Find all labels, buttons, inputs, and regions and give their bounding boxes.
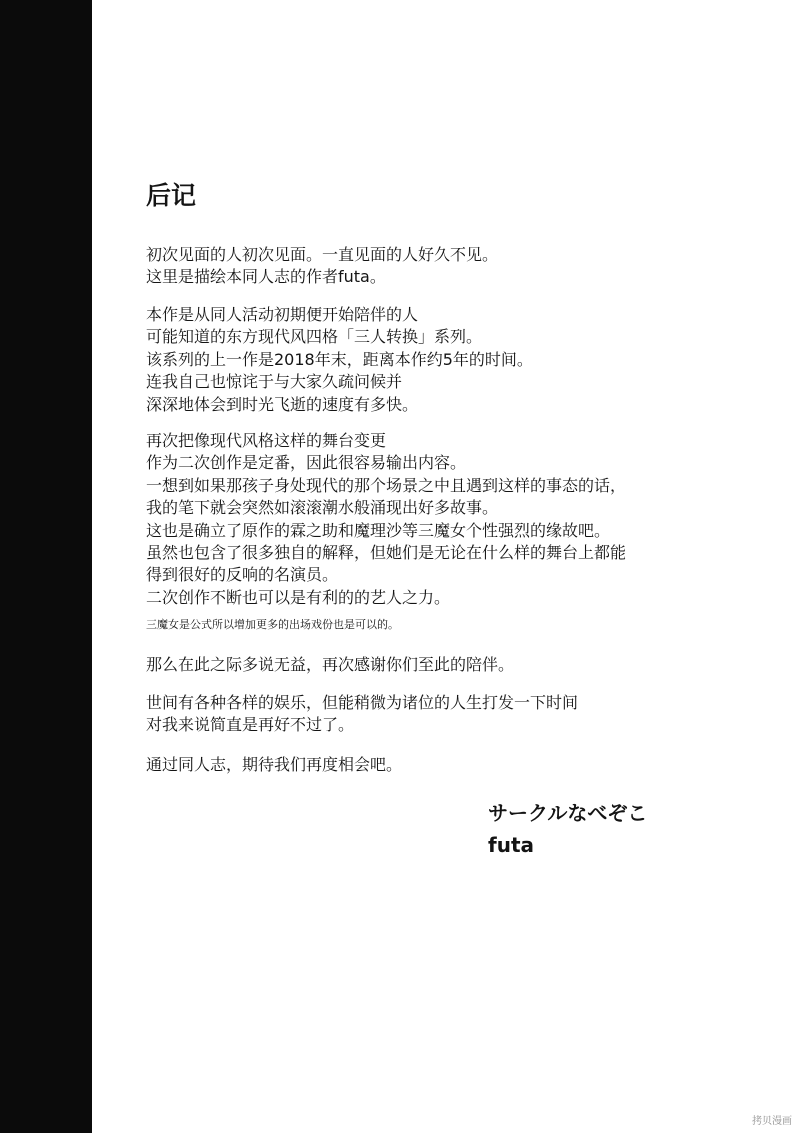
- text-line: 那么在此之际多说无益，再次感谢你们至此的陪伴。: [146, 655, 515, 674]
- text-line: 虽然也包含了很多独自的解释，但她们是无论在什么样的舞台上都能: [146, 542, 627, 562]
- text-line: 对我来说简直是再好不过了。: [146, 715, 355, 735]
- text-line: 该系列的上一作是2018年末，距离本作约5年的时间。: [146, 349, 533, 369]
- text-line: 初次见面的人初次见面。一直见面的人好久不见。: [146, 245, 499, 264]
- text-line: 得到很好的反响的名演员。: [146, 565, 339, 585]
- paragraph-thanks: [146, 654, 514, 676]
- text-line: 通过同人志，期待我们再度相会吧。: [146, 755, 403, 774]
- author-name: futa: [488, 833, 534, 857]
- paragraph-series: [146, 304, 533, 416]
- text-line: 再次把像现代风格这样的舞台变更: [146, 431, 387, 450]
- text-line: 这也是确立了原作的霖之助和魔理沙等三魔女个性强烈的缘故吧。: [146, 520, 611, 540]
- text-line: 世间有各种各样的娱乐，但能稍微为诸位的人生打发一下时间: [146, 693, 579, 712]
- text-line: 连我自己也惊诧于与大家久疏问候并: [146, 372, 403, 392]
- left-black-border: [0, 0, 92, 1133]
- text-line: 可能知道的东方现代风四格「三人转换」系列。: [146, 327, 483, 347]
- paragraph-derivative: [146, 430, 626, 609]
- paragraph-greeting: [146, 244, 498, 289]
- footnote: 三魔女是公式所以增加更多的出场戏份也是可以的。: [146, 618, 399, 631]
- text-line: 我的笔下就会突然如滚滚潮水般涌现出好多故事。: [146, 498, 499, 518]
- watermark: 拷贝漫画: [752, 1116, 792, 1127]
- text-line: 本作是从同人活动初期便开始陪伴的人: [146, 305, 419, 324]
- paragraph-farewell: [146, 754, 402, 776]
- text-line: 这里是描绘本同人志的作者futa。: [146, 267, 386, 287]
- paragraph-entertainment: [146, 692, 578, 737]
- text-line: 一想到如果那孩子身处现代的那个场景之中且遇到这样的事态的话，: [146, 475, 627, 495]
- text-line: 深深地体会到时光飞逝的速度有多快。: [146, 394, 419, 414]
- text-line: 二次创作不断也可以是有利的的艺人之力。: [146, 587, 451, 607]
- text-line: 作为二次创作是定番，因此很容易输出内容。: [146, 453, 467, 473]
- signature: [488, 797, 647, 861]
- page-title: 后记: [146, 181, 197, 210]
- circle-name: サークルなべぞこ: [488, 801, 648, 825]
